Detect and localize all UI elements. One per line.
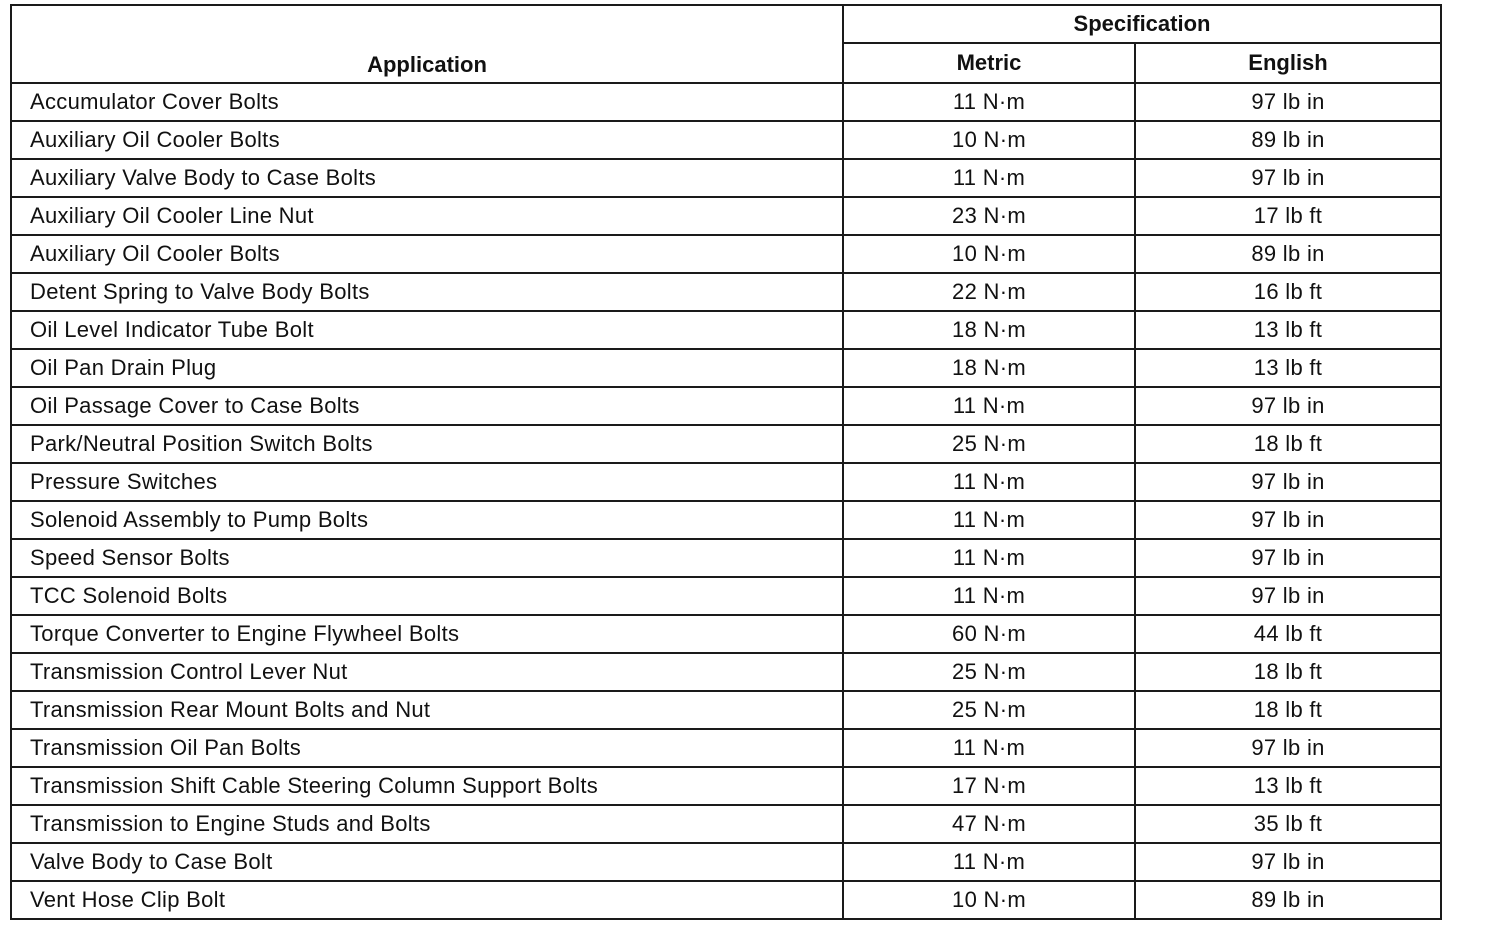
application-cell: TCC Solenoid Bolts [11, 577, 843, 615]
application-cell: Auxiliary Oil Cooler Line Nut [11, 197, 843, 235]
english-cell: 13 lb ft [1135, 311, 1441, 349]
torque-spec-table [10, 4, 1442, 920]
application-cell: Transmission Shift Cable Steering Column Support Bolts [11, 767, 843, 805]
table-row [11, 729, 1441, 767]
application-cell: Auxiliary Oil Cooler Bolts [11, 235, 843, 273]
metric-cell: 25 N·m [843, 653, 1135, 691]
application-column-header: Application [11, 5, 843, 83]
application-cell: Solenoid Assembly to Pump Bolts [11, 501, 843, 539]
table-row [11, 881, 1441, 919]
english-cell: 97 lb in [1135, 501, 1441, 539]
application-cell: Vent Hose Clip Bolt [11, 881, 843, 919]
english-column-header: English [1135, 43, 1441, 83]
application-cell: Park/Neutral Position Switch Bolts [11, 425, 843, 463]
english-cell: 97 lb in [1135, 843, 1441, 881]
metric-cell: 10 N·m [843, 881, 1135, 919]
table-row [11, 349, 1441, 387]
table-row [11, 805, 1441, 843]
table-row [11, 767, 1441, 805]
table-row [11, 843, 1441, 881]
table-row [11, 387, 1441, 425]
application-cell: Auxiliary Oil Cooler Bolts [11, 121, 843, 159]
table-header [11, 5, 1441, 83]
english-cell: 89 lb in [1135, 121, 1441, 159]
metric-cell: 11 N·m [843, 539, 1135, 577]
application-cell: Transmission Control Lever Nut [11, 653, 843, 691]
english-cell: 97 lb in [1135, 463, 1441, 501]
metric-cell: 18 N·m [843, 349, 1135, 387]
metric-column-header: Metric [843, 43, 1135, 83]
table-row [11, 463, 1441, 501]
metric-cell: 47 N·m [843, 805, 1135, 843]
metric-cell: 11 N·m [843, 843, 1135, 881]
table-row [11, 691, 1441, 729]
table-row [11, 197, 1441, 235]
metric-cell: 60 N·m [843, 615, 1135, 653]
english-cell: 17 lb ft [1135, 197, 1441, 235]
metric-cell: 11 N·m [843, 729, 1135, 767]
english-cell: 18 lb ft [1135, 691, 1441, 729]
english-cell: 97 lb in [1135, 729, 1441, 767]
application-cell: Oil Pan Drain Plug [11, 349, 843, 387]
table-row [11, 159, 1441, 197]
application-cell: Transmission Oil Pan Bolts [11, 729, 843, 767]
metric-cell: 11 N·m [843, 463, 1135, 501]
application-cell: Torque Converter to Engine Flywheel Bolts [11, 615, 843, 653]
application-cell: Valve Body to Case Bolt [11, 843, 843, 881]
table-row [11, 615, 1441, 653]
metric-cell: 11 N·m [843, 501, 1135, 539]
english-cell: 89 lb in [1135, 235, 1441, 273]
english-cell: 97 lb in [1135, 159, 1441, 197]
application-cell: Speed Sensor Bolts [11, 539, 843, 577]
english-cell: 18 lb ft [1135, 653, 1441, 691]
table-row [11, 539, 1441, 577]
english-cell: 35 lb ft [1135, 805, 1441, 843]
application-cell: Accumulator Cover Bolts [11, 83, 843, 121]
table-row [11, 273, 1441, 311]
application-cell: Transmission to Engine Studs and Bolts [11, 805, 843, 843]
english-cell: 89 lb in [1135, 881, 1441, 919]
metric-cell: 11 N·m [843, 83, 1135, 121]
metric-cell: 10 N·m [843, 121, 1135, 159]
english-cell: 97 lb in [1135, 83, 1441, 121]
table-body [11, 83, 1441, 919]
table-row [11, 425, 1441, 463]
table-row [11, 235, 1441, 273]
metric-cell: 10 N·m [843, 235, 1135, 273]
application-cell: Detent Spring to Valve Body Bolts [11, 273, 843, 311]
english-cell: 97 lb in [1135, 387, 1441, 425]
application-cell: Oil Level Indicator Tube Bolt [11, 311, 843, 349]
english-cell: 13 lb ft [1135, 349, 1441, 387]
english-cell: 44 lb ft [1135, 615, 1441, 653]
metric-cell: 18 N·m [843, 311, 1135, 349]
metric-cell: 17 N·m [843, 767, 1135, 805]
metric-cell: 25 N·m [843, 691, 1135, 729]
table-row [11, 577, 1441, 615]
table-row [11, 653, 1441, 691]
table-row [11, 311, 1441, 349]
metric-cell: 11 N·m [843, 387, 1135, 425]
table-row [11, 121, 1441, 159]
application-cell: Auxiliary Valve Body to Case Bolts [11, 159, 843, 197]
english-cell: 13 lb ft [1135, 767, 1441, 805]
english-cell: 97 lb in [1135, 577, 1441, 615]
application-cell: Oil Passage Cover to Case Bolts [11, 387, 843, 425]
metric-cell: 25 N·m [843, 425, 1135, 463]
table-row [11, 501, 1441, 539]
metric-cell: 11 N·m [843, 159, 1135, 197]
application-cell: Transmission Rear Mount Bolts and Nut [11, 691, 843, 729]
table-row [11, 83, 1441, 121]
english-cell: 97 lb in [1135, 539, 1441, 577]
english-cell: 18 lb ft [1135, 425, 1441, 463]
metric-cell: 11 N·m [843, 577, 1135, 615]
specification-column-header: Specification [843, 5, 1441, 43]
metric-cell: 22 N·m [843, 273, 1135, 311]
english-cell: 16 lb ft [1135, 273, 1441, 311]
application-cell: Pressure Switches [11, 463, 843, 501]
metric-cell: 23 N·m [843, 197, 1135, 235]
